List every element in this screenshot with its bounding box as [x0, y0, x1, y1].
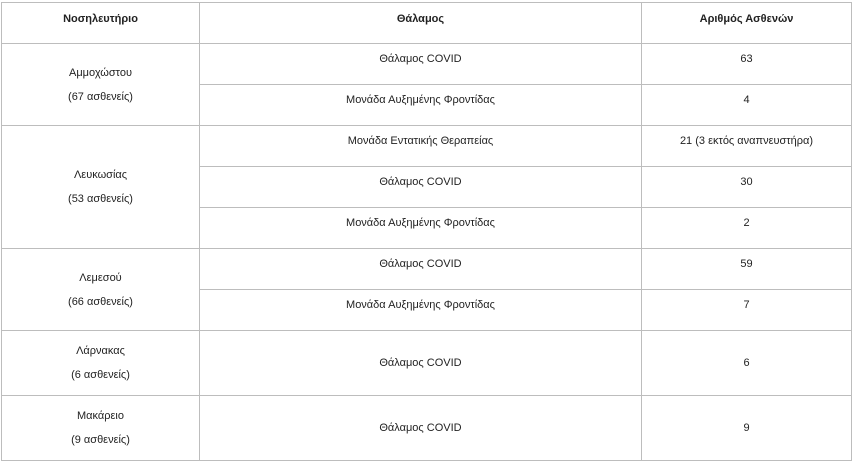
count-cell: 59: [642, 249, 852, 290]
table-row: [2, 44, 852, 85]
ward-cell: Θάλαμος COVID: [200, 331, 642, 396]
header-ward: Θάλαμος: [200, 3, 642, 44]
patients-table: [1, 2, 852, 461]
count-cell: 63: [642, 44, 852, 85]
count-cell: 6: [642, 331, 852, 396]
count-cell: 7: [642, 290, 852, 331]
hospital-cell: [2, 396, 200, 461]
hospital-total: (9 ασθενείς): [71, 434, 130, 446]
hospital-cell: [2, 44, 200, 126]
hospital-name: Μακάρειο: [77, 410, 124, 422]
header-hospital: Νοσηλευτήριο: [2, 3, 200, 44]
hospital-cell: [2, 126, 200, 249]
count-cell: 30: [642, 167, 852, 208]
count-cell: 9: [642, 396, 852, 461]
hospital-cell: [2, 249, 200, 331]
hospital-name: Λεμεσού: [79, 271, 122, 284]
count-cell: 4: [642, 85, 852, 126]
hospital-name: Αμμοχώστου: [68, 66, 132, 79]
table-row: [2, 331, 852, 396]
table-body: [2, 44, 852, 461]
ward-cell: Θάλαμος COVID: [200, 167, 642, 208]
ward-cell: Μονάδα Αυξημένης Φροντίδας: [200, 208, 642, 249]
table-header: [2, 3, 852, 44]
hospital-total: (67 ασθενείς): [68, 90, 133, 103]
ward-cell: Θάλαμος COVID: [200, 44, 642, 85]
table-row: [2, 396, 852, 461]
hospital-total: (53 ασθενείς): [68, 193, 133, 205]
table-row: [2, 249, 852, 290]
header-row: [2, 3, 852, 44]
table-row: [2, 126, 852, 167]
hospital-total: (66 ασθενείς): [68, 295, 133, 308]
hospital-total: (6 ασθενείς): [71, 369, 130, 381]
hospital-cell: [2, 331, 200, 396]
ward-cell: Θάλαμος COVID: [200, 396, 642, 461]
hospital-name: Λευκωσίας: [73, 169, 128, 181]
count-cell: 2: [642, 208, 852, 249]
ward-cell: Μονάδα Αυξημένης Φροντίδας: [200, 290, 642, 331]
header-patient-count: Αριθμός Ασθενών: [642, 3, 852, 44]
ward-cell: Θάλαμος COVID: [200, 249, 642, 290]
ward-cell: Μονάδα Εντατικής Θεραπείας: [200, 126, 642, 167]
count-cell: 21 (3 εκτός αναπνευστήρα): [642, 126, 852, 167]
ward-cell: Μονάδα Αυξημένης Φροντίδας: [200, 85, 642, 126]
hospital-name: Λάρνακας: [76, 345, 125, 357]
